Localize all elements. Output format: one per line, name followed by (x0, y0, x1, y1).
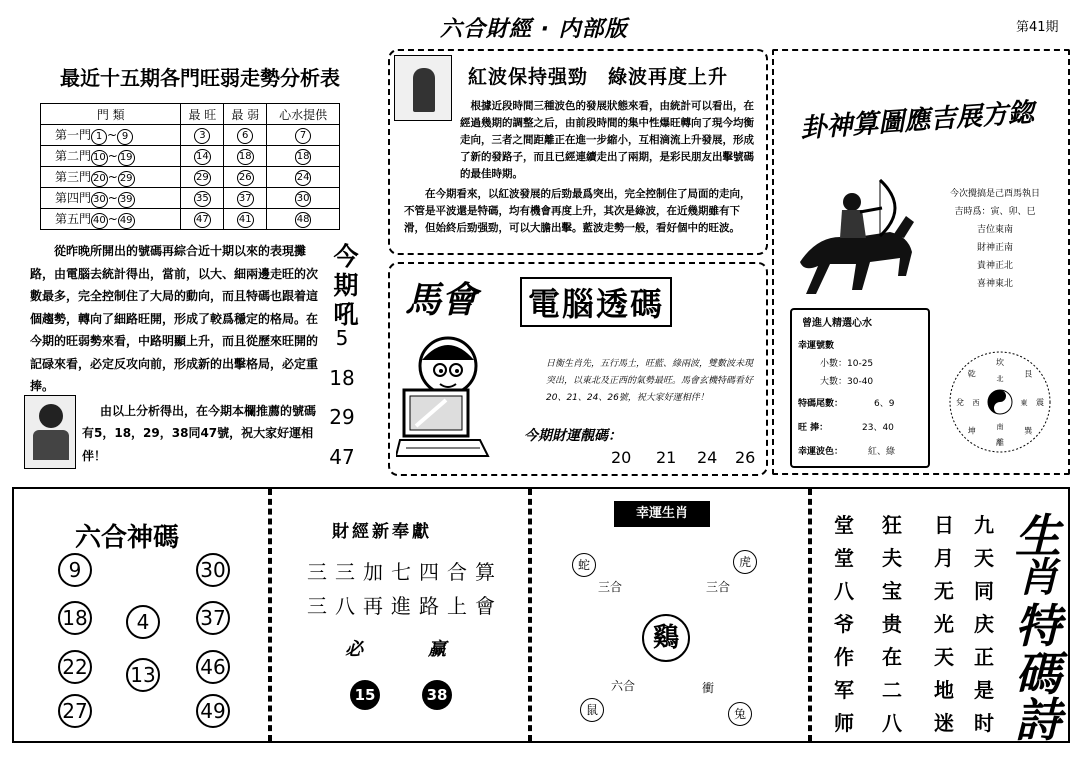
weakest-value: 26 (237, 170, 254, 186)
color-value: 紅、綠 (868, 447, 896, 457)
computer-number: 26 (735, 448, 756, 467)
range-end: 39 (118, 192, 135, 208)
header-title: 六合財經 · 内部版 (440, 17, 628, 42)
poem-char: 狂 (882, 513, 902, 537)
tip-value: 24 (295, 170, 312, 186)
poem-char: 贵 (882, 612, 902, 636)
range-start: 20 (91, 171, 108, 187)
strongest-value: 47 (194, 212, 211, 228)
big-range: 大數：30-40 (820, 377, 874, 387)
table-row (41, 167, 340, 188)
strongest-value: 29 (194, 170, 211, 186)
poem-char: 军 (834, 678, 854, 702)
computer-number: 24 (697, 448, 718, 467)
sanhe-label: 三合 (706, 580, 731, 594)
strong-label: 旺 捧： (798, 423, 829, 433)
analysis-paragraph-2: 由以上分析得出，在今期本欄推薦的號碼有5，18，29，38同47號，祝大家好運相伴！ (82, 403, 317, 463)
column-header: 最 旺 (181, 104, 224, 125)
column-header: 心水提供 (267, 104, 340, 125)
table-row (41, 125, 340, 146)
poem-char: 夫 (882, 546, 902, 570)
poem-char: 九 (974, 513, 994, 537)
info-line: 喜神東北 (976, 279, 1013, 289)
computer-numbers-label: 今期財運靚碼： (524, 428, 622, 444)
today-number: 18 (329, 366, 355, 390)
strongest-cell (181, 146, 224, 167)
bagua-label: 艮 (1024, 369, 1033, 379)
computer-title-mahui: 馬會 (405, 279, 478, 321)
bagua-label: 巽 (1024, 426, 1033, 436)
must-label: 必 (345, 639, 363, 660)
tip-cell (267, 146, 340, 167)
weakest-cell (224, 167, 267, 188)
poem-char: 天 (974, 546, 994, 570)
lucky-size-label: 幸運號數 (798, 341, 835, 351)
lucky-title: 曾進人精選心水 (802, 318, 872, 329)
info-line: 今次攪搞是己酉馬執日 (949, 189, 1040, 199)
bagua-label: 坎 (996, 358, 1004, 367)
archer-horseman-icon (790, 172, 930, 302)
bagua-label: 西 (972, 399, 980, 407)
computer-tips-text: 日衡生肖先，五行馬土，旺藍、綠兩波，雙數波未現突出，以東北及正西的氣勢最旺。馬會玄機特碼看好20、21、24、26號，祝大家好運相伴！ (546, 359, 754, 403)
info-line: 吉位東南 (976, 225, 1013, 235)
poem-char: 光 (934, 612, 954, 636)
range-end: 29 (118, 171, 135, 187)
sanhe-label: 三合 (598, 580, 623, 594)
gate-cell: 第一門 1 ~ 9 (41, 125, 181, 146)
weakest-value: 6 (237, 128, 253, 144)
range-start: 30 (91, 192, 108, 208)
gate-label: 第一門 (55, 127, 92, 142)
liuhe-title: 六合神碼 (75, 523, 180, 553)
poem-char: 时 (974, 711, 994, 735)
tip-value: 7 (295, 128, 311, 144)
range-start: 10 (91, 150, 108, 166)
poem-char: 作 (834, 645, 854, 669)
tail-label: 特碼尾數： (798, 399, 844, 409)
issue-number: 第41期 (1016, 20, 1059, 35)
poem-char: 庆 (974, 612, 994, 636)
poem-char: 二 (882, 678, 902, 702)
section-divider (528, 489, 532, 741)
tip-value: 18 (295, 149, 312, 165)
caijing-line-2: 三八再進路上會 (307, 594, 503, 618)
computer-mascot-icon (396, 326, 526, 466)
bagua-label: 震 (1036, 398, 1044, 407)
color-label: 幸運波色： (798, 447, 844, 457)
zodiac-rabbit: 兔 (728, 702, 752, 726)
today-shout-label: 今期吼 (333, 242, 359, 329)
poem-char: 在 (882, 645, 902, 669)
poem-char: 八 (834, 579, 854, 603)
poem-title-char: 特 (1015, 599, 1061, 653)
computer-number: 21 (656, 448, 677, 467)
table-row (41, 188, 340, 209)
auspicious-info (935, 185, 1055, 293)
liuhe-number: 9 (58, 553, 92, 587)
poem-title-char: 詩 (1015, 693, 1061, 747)
poem-char: 八 (882, 711, 902, 735)
analysis-table (40, 103, 340, 230)
poem-char: 同 (974, 579, 994, 603)
section-divider (268, 489, 272, 741)
wave-paragraph-1: 根據近段時間三種波色的發展狀態來看，由統計可以看出，在經過幾期的調整之后，由前段時間的集中性爆旺轉向了現今均衡走向，三者之間距離正在進一步縮小，互相滴流上升發展，形成了新的發路子，而且已經連續走出了兩期，是彩民朋友出擊號碼的最佳時期。 (460, 100, 754, 180)
bagua-label: 兌 (956, 398, 964, 407)
today-number: 47 (329, 445, 355, 469)
analysis-table-body (41, 125, 340, 230)
gate-cell: 第三門 20 ~ 29 (41, 167, 181, 188)
zodiac-tiger: 虎 (733, 550, 757, 574)
poem-char: 迷 (934, 711, 954, 735)
liuhe-label: 六合 (611, 679, 636, 693)
tip-cell (267, 209, 340, 230)
poem-char: 师 (834, 711, 854, 735)
liuhe-number: 13 (126, 658, 160, 692)
poem-char: 无 (934, 579, 954, 603)
weakest-cell (224, 146, 267, 167)
small-range: 小數：10-25 (820, 359, 874, 369)
gate-cell: 第五門 40 ~ 49 (41, 209, 181, 230)
tail-value: 6、9 (874, 399, 895, 409)
range-end: 9 (117, 129, 133, 145)
poem-char: 月 (934, 546, 954, 570)
tip-value: 48 (295, 212, 312, 228)
bagua-diagram-icon (948, 350, 1052, 454)
gate-label: 第二門 (55, 148, 92, 163)
poem-char: 正 (974, 645, 994, 669)
info-line: 財神正南 (976, 243, 1013, 253)
range-start: 40 (91, 213, 108, 229)
info-line: 吉時爲：寅、卯、巳 (954, 207, 1036, 217)
gate-label: 第四門 (55, 190, 92, 205)
poem-title-char: 生 (1015, 509, 1061, 563)
gate-cell: 第四門 30 ~ 39 (41, 188, 181, 209)
poem-char: 堂 (834, 546, 854, 570)
strong-value: 23、40 (862, 423, 894, 433)
poem-title-char: 肖 (1018, 555, 1058, 601)
tip-value: 30 (295, 191, 312, 207)
gate-label: 第三門 (55, 169, 92, 184)
today-number: 29 (329, 405, 355, 429)
caijing-number: 15 (350, 680, 380, 710)
table-row (41, 209, 340, 230)
liuhe-number: 18 (58, 601, 92, 635)
info-line: 貴神正北 (976, 261, 1013, 271)
liuhe-number: 4 (126, 605, 160, 639)
strongest-cell (181, 209, 224, 230)
weakest-cell (224, 209, 267, 230)
table-row (41, 146, 340, 167)
range-start: 1 (91, 129, 107, 145)
poem-char: 地 (934, 678, 954, 702)
poem-char: 爷 (834, 612, 854, 636)
column-header: 最 弱 (224, 104, 267, 125)
poem-char: 日 (934, 513, 954, 537)
column-header: 門 類 (41, 104, 181, 125)
bagua-label: 北 (996, 375, 1004, 383)
bagua-label: 南 (996, 423, 1004, 431)
computer-number: 20 (611, 448, 632, 467)
bagua-label: 坤 (967, 426, 976, 436)
strongest-value: 3 (194, 128, 210, 144)
weakest-cell (224, 125, 267, 146)
poem-char: 天 (934, 645, 954, 669)
weakest-value: 37 (237, 191, 254, 207)
poem-char: 宝 (882, 579, 902, 603)
bagua-label: 離 (996, 438, 1004, 447)
wave-paragraph-2: 在今期看來，以紅波發展的后勁最爲突出，完全控制住了局面的走向，不管是平波還是特碼，均有機會再度上升，其次是綠波，在近幾期雖有下滑，但始終后勁强勁，可以大膽出擊。藍波走勢一般，看好個中的旺波。 (404, 188, 751, 234)
liuhe-number: 49 (196, 694, 230, 728)
liuhe-number: 37 (196, 601, 230, 635)
poem-title-char: 碼 (1015, 647, 1061, 701)
fortune-title: 卦神算圖應吉展方鍃 (799, 97, 1035, 145)
tip-cell (267, 188, 340, 209)
table-header-row (41, 104, 340, 125)
liuhe-number: 22 (58, 650, 92, 684)
caijing-number: 38 (422, 680, 452, 710)
bagua-label: 東 (1020, 399, 1028, 407)
zodiac-rat: 鼠 (580, 698, 604, 722)
range-end: 49 (118, 213, 135, 229)
range-end: 19 (118, 150, 135, 166)
deity-portrait (24, 395, 76, 469)
strongest-value: 35 (194, 191, 211, 207)
lucky-picks-box (790, 308, 930, 468)
wave-analysis-text (404, 98, 760, 237)
bagua-label: 乾 (967, 369, 976, 379)
analysis-title: 最近十五期各門旺弱走勢分析表 (60, 66, 340, 90)
win-label: 赢 (428, 639, 446, 660)
tip-cell (267, 167, 340, 188)
strongest-value: 14 (194, 149, 211, 165)
caijing-title: 財經新奉獻 (332, 522, 432, 542)
tip-cell (267, 125, 340, 146)
lucky-zodiac-title: 幸運生肖 (614, 501, 710, 527)
computer-title-tips: 電腦透碼 (520, 277, 672, 327)
poem-char: 堂 (834, 513, 854, 537)
analysis-paragraph-1: 從昨晚所開出的號碼再綜合近十期以來的表現攤路，由電腦去統計得出，當前，以大、細兩邊走旺的次數最多，完全控制住了大局的動向，而且特碼也跟着這個趨勢，轉向了細路旺開，形成了較爲穩定的格局。在今期的旺弱勢來看，中路明顯上升，而且從歷來旺開的記碌來看，必定反攻向前，形成新的出擊格局，必定重捧。 (30, 244, 319, 393)
weakest-cell (224, 188, 267, 209)
strongest-cell (181, 125, 224, 146)
zodiac-rooster: 鷄 (642, 614, 690, 662)
today-number: 5 (335, 326, 349, 350)
liuhe-number: 27 (58, 694, 92, 728)
liuhe-number: 46 (196, 650, 230, 684)
liuhe-number: 30 (196, 553, 230, 587)
poem-char: 是 (974, 678, 994, 702)
strongest-cell (181, 188, 224, 209)
caijing-line-1: 三三加七四合算 (307, 560, 503, 584)
gate-label: 第五門 (55, 211, 92, 226)
weakest-value: 18 (237, 149, 254, 165)
zodiac-snake: 蛇 (572, 553, 596, 577)
strongest-cell (181, 167, 224, 188)
weakest-value: 41 (237, 212, 254, 228)
section-divider (808, 489, 812, 741)
chong-label: 衝 (702, 681, 715, 695)
wave-analysis-title: 紅波保持强勁 綠波再度上升 (468, 66, 729, 88)
gate-cell: 第二門 10 ~ 19 (41, 146, 181, 167)
